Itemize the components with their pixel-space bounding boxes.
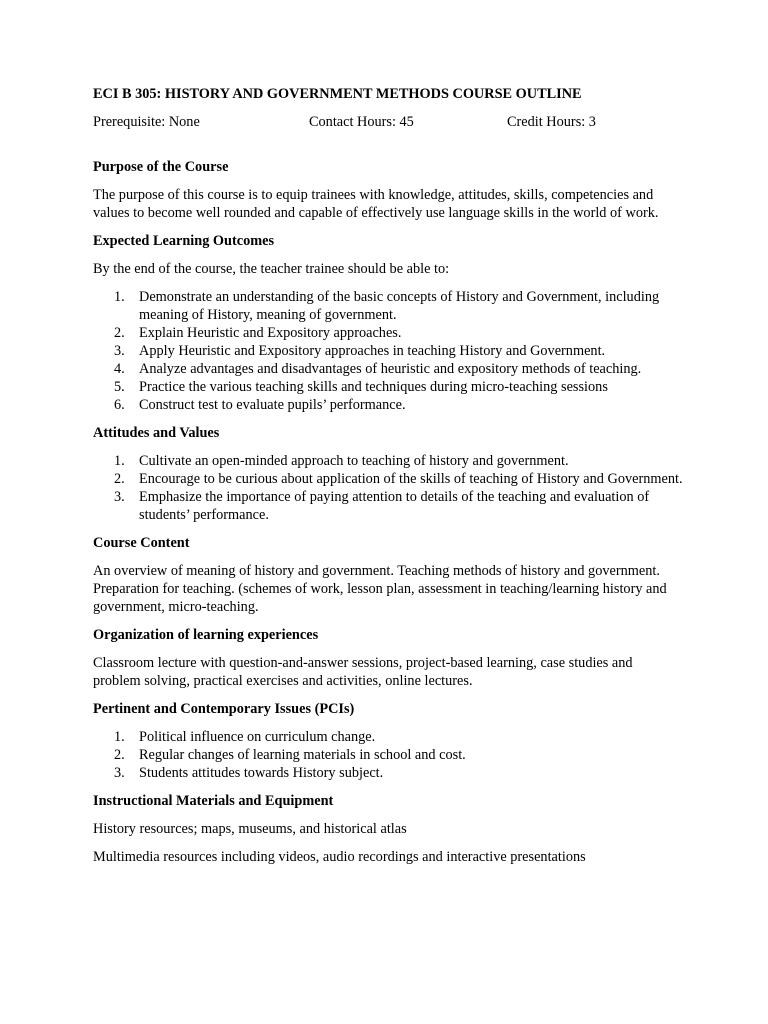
list-item — [93, 360, 683, 378]
list-item-text: Political influence on curriculum change. — [139, 729, 376, 745]
course-content-heading: Course Content — [93, 535, 190, 551]
list-number: 1. — [114, 289, 125, 305]
list-item — [93, 746, 683, 764]
list-number: 4. — [114, 361, 125, 377]
list-item-text: Practice the various teaching skills and techniques during micro-teaching sessions — [139, 379, 608, 395]
list-item — [93, 324, 683, 342]
purpose-paragraph: The purpose of this course is to equip trainees with knowledge, attitudes, skills, competencies and values to become well rounded and capable of effectively use language skills in the world of work. — [93, 187, 659, 221]
list-number: 1. — [114, 453, 125, 469]
list-item-text: Analyze advantages and disadvantages of heuristic and expository methods of teaching. — [139, 361, 642, 377]
prerequisite-text: Prerequisite: None — [93, 114, 200, 130]
list-item-text: Encourage to be curious about application of the skills of teaching of History and Government. — [139, 471, 683, 487]
list-item-text: Explain Heuristic and Expository approaches. — [139, 325, 402, 341]
list-item — [93, 488, 683, 524]
pcis-heading: Pertinent and Contemporary Issues (PCIs) — [93, 701, 355, 717]
organization-paragraph: Classroom lecture with question-and-answer sessions, project-based learning, case studies and problem solving, practical exercises and activities, online lectures. — [93, 655, 633, 689]
list-item-text: Students attitudes towards History subject. — [139, 765, 384, 781]
list-item-text: Emphasize the importance of paying attention to details of the teaching and evaluation of students’ performance. — [139, 489, 650, 523]
list-number: 1. — [114, 729, 125, 745]
materials-line-1: History resources; maps, museums, and historical atlas — [93, 821, 407, 837]
list-item — [93, 470, 683, 488]
list-item-text: Construct test to evaluate pupils’ performance. — [139, 397, 406, 413]
contact-hours-text: Contact Hours: 45 — [309, 114, 414, 130]
materials-line-2: Multimedia resources including videos, audio recordings and interactive presentations — [93, 849, 586, 865]
list-item — [93, 342, 683, 360]
list-item — [93, 728, 683, 746]
list-item-text: Apply Heuristic and Expository approaches in teaching History and Government. — [139, 343, 606, 359]
purpose-heading: Purpose of the Course — [93, 159, 229, 175]
list-number: 2. — [114, 747, 125, 763]
organization-heading: Organization of learning experiences — [93, 627, 319, 643]
list-number: 3. — [114, 489, 125, 505]
attitudes-heading: Attitudes and Values — [93, 425, 220, 441]
list-item — [93, 396, 683, 414]
list-number: 5. — [114, 379, 125, 395]
pcis-list — [93, 728, 683, 782]
list-item — [93, 288, 683, 324]
outcomes-heading: Expected Learning Outcomes — [93, 233, 275, 249]
attitudes-list — [93, 452, 683, 524]
list-number: 2. — [114, 471, 125, 487]
outcomes-list — [93, 288, 683, 414]
course-content-paragraph: An overview of meaning of history and government. Teaching methods of history and government. Preparation for teaching. (schemes of work, lesson plan, assessment in teaching/learning history and government, micro-teaching. — [93, 563, 667, 615]
list-number: 2. — [114, 325, 125, 341]
list-item-text: Regular changes of learning materials in school and cost. — [139, 747, 466, 763]
list-number: 6. — [114, 397, 125, 413]
list-item-text: Demonstrate an understanding of the basic concepts of History and Government, including meaning of History, meaning of government. — [139, 289, 660, 323]
materials-heading: Instructional Materials and Equipment — [93, 793, 334, 809]
document-body — [93, 85, 683, 876]
outcomes-intro: By the end of the course, the teacher trainee should be able to: — [93, 261, 450, 277]
list-item — [93, 764, 683, 782]
list-number: 3. — [114, 765, 125, 781]
course-meta-row — [93, 113, 683, 131]
list-number: 3. — [114, 343, 125, 359]
list-item — [93, 452, 683, 470]
list-item-text: Cultivate an open-minded approach to teaching of history and government. — [139, 453, 569, 469]
credit-hours-text: Credit Hours: 3 — [507, 114, 596, 130]
list-item — [93, 378, 683, 396]
document-title: ECI B 305: HISTORY AND GOVERNMENT METHODS COURSE OUTLINE — [93, 86, 582, 102]
